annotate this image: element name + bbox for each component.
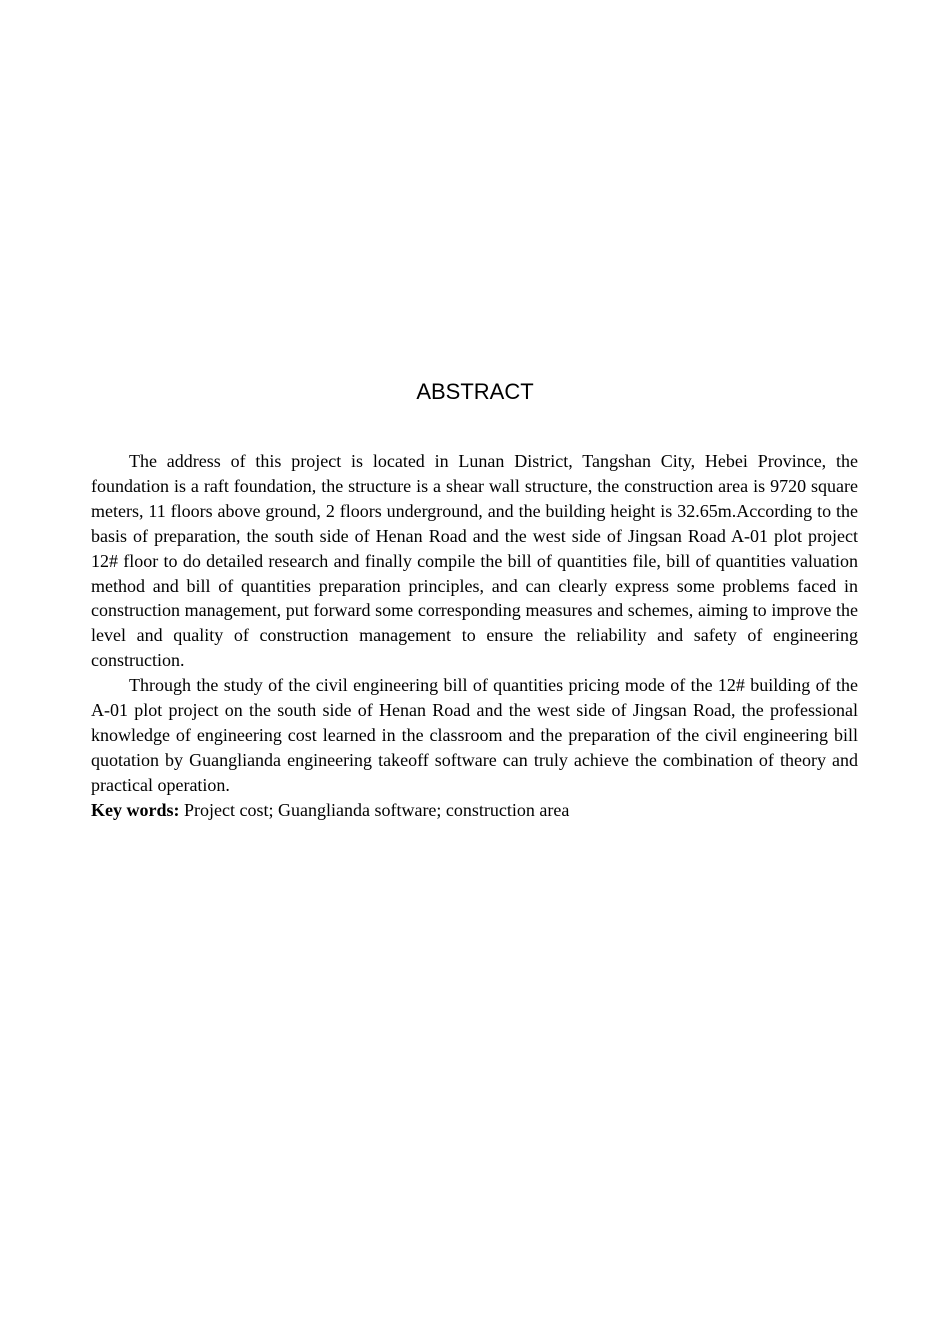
abstract-paragraph-1: The address of this project is located in Lunan District, Tangshan City, Hebei Province, the foundation is a raft foundation, the structure is a shear wall structure, the construction area is 9720 square meters, 11 floors above ground, 2 floors underground, and the building height is 32.65m.According to the basis of preparation, the south side of Henan Road and the west side of Jingsan Road A-01 plot project 12# floor to do detailed research and finally compile the bill of quantities file, bill of quantities valuation method and bill of quantities preparation principles, and can clearly express some problems faced in construction management, put forward some corresponding measures and schemes, aiming to improve the level and quality of construction management to ensure the reliability and safety of engineering construction. xyxy=(91,451,858,671)
keywords-label: Key words: xyxy=(91,799,180,820)
abstract-paragraph-2: Through the study of the civil engineering bill of quantities pricing mode of the 12# building of the A-01 plot project on the south side of Henan Road and the west side of Jingsan Road, the professional knowledge of engineering cost learned in the classroom and the preparation of the civil engineering bill quotation by Guanglianda engineering takeoff software can truly achieve the combination of theory and practical operation. xyxy=(91,675,858,795)
abstract-body xyxy=(91,449,858,823)
keywords-line xyxy=(91,798,858,823)
keywords-text: Project cost; Guanglianda software; construction area xyxy=(184,799,570,820)
abstract-title: ABSTRACT xyxy=(416,379,534,404)
